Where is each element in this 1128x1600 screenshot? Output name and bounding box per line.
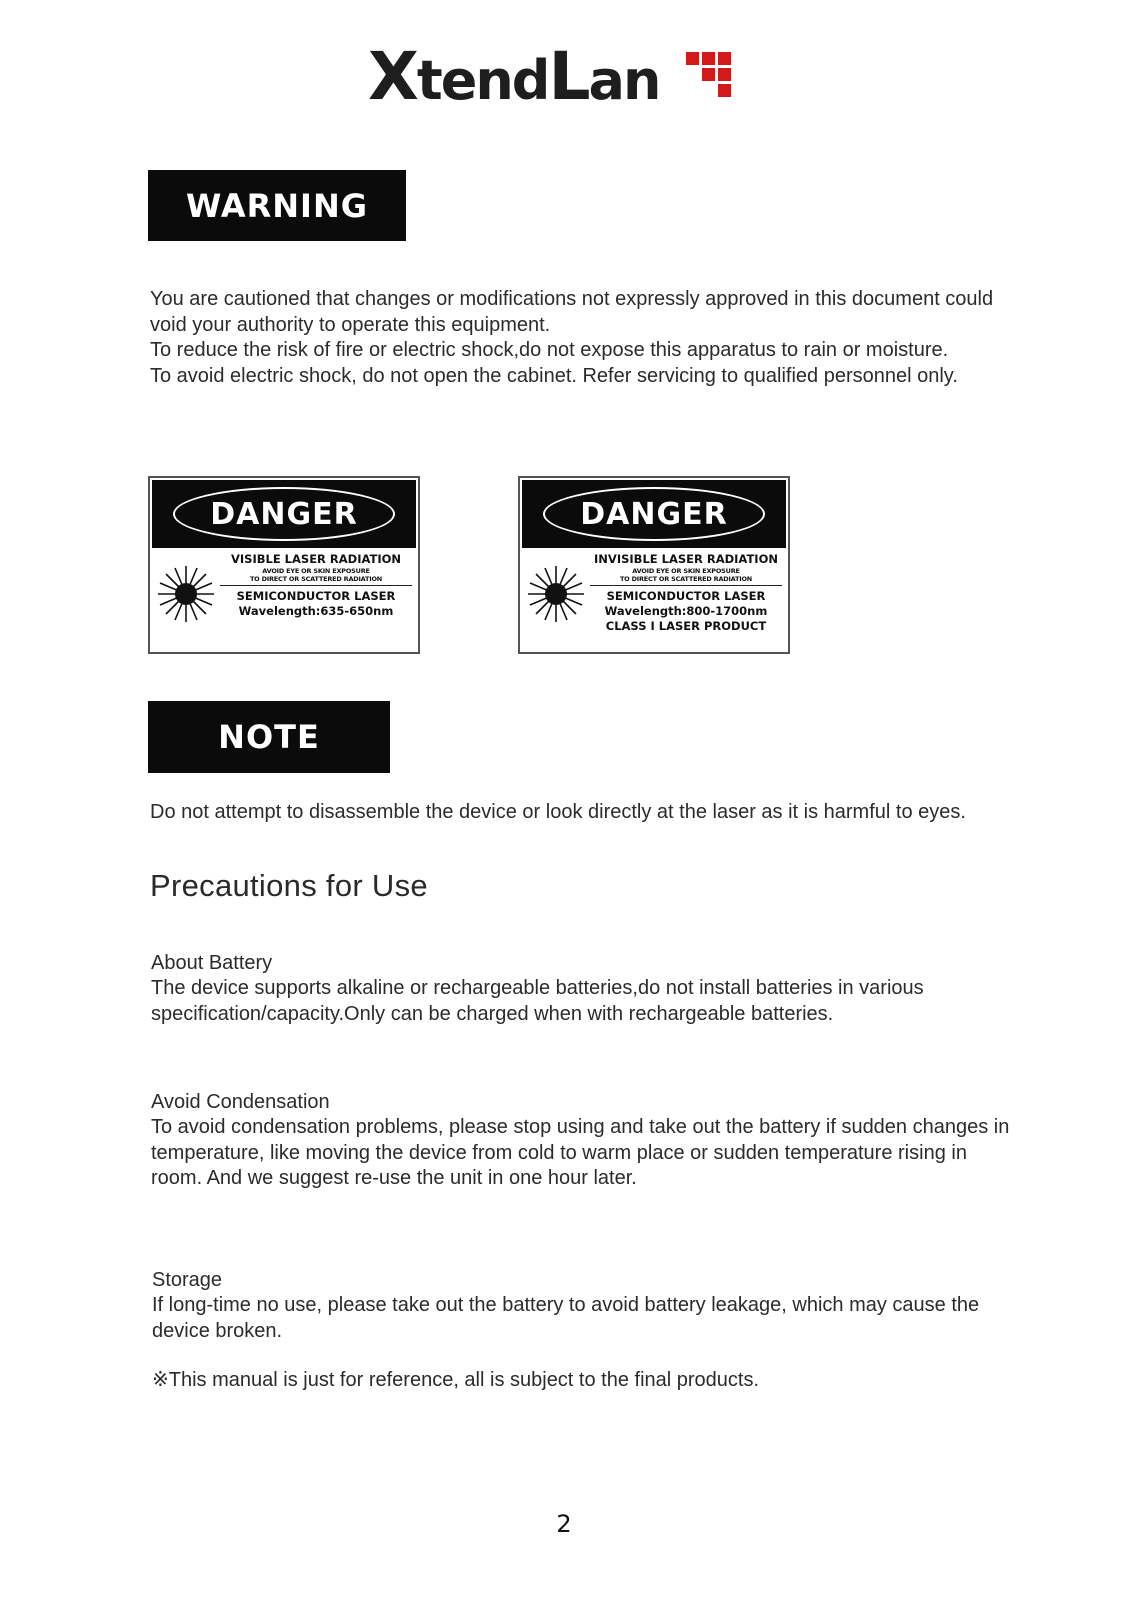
danger-label-text: INVISIBLE LASER RADIATION AVOID EYE OR SKIN EXPOSURE TO DIRECT OR SCATTERED RADIATION SEMICONDUCTOR LASER Wavelength:800-1700nm CLASS I LASER PRODUCT: [590, 552, 782, 634]
danger-label-invisible: [518, 476, 790, 654]
xtendlan-logo: [368, 38, 768, 115]
warning-paragraph: To avoid electric shock, do not open the cabinet. Refer servicing to qualified personnel only.: [150, 364, 958, 387]
condensation-heading: Avoid Condensation: [151, 1091, 330, 1113]
precautions-title: Precautions for Use: [150, 868, 428, 903]
divider: [590, 585, 782, 586]
note-heading: NOTE: [148, 701, 390, 773]
laser-starburst-icon: [156, 564, 216, 624]
laser-starburst-icon: [526, 564, 586, 624]
warning-paragraph: To reduce the risk of fire or electric shock,do not expose this apparatus to rain or moisture.: [150, 339, 949, 361]
danger-title: DANGER: [543, 487, 765, 541]
page-number: 2: [556, 1510, 572, 1538]
divider: [220, 585, 412, 586]
danger-header: [152, 480, 416, 548]
reference-note: ※This manual is just for reference, all is subject to the final products.: [152, 1369, 760, 1391]
warning-text: [150, 287, 1010, 389]
storage-heading: Storage: [152, 1269, 223, 1291]
danger-label-visible: [148, 476, 420, 654]
danger-title: DANGER: [173, 487, 395, 541]
condensation-text: To avoid condensation problems, please stop using and take out the battery if sudden changes in temperature, like moving the device from cold to warm place or sudden temperature rising in room. And we suggest re-use the unit in one hour later.: [151, 1116, 1010, 1189]
battery-text: The device supports alkaline or rechargeable batteries,do not install batteries in various specification/capacity.Only can be charged when with rechargeable batteries.: [151, 977, 924, 1025]
storage-text: If long-time no use, please take out the battery to avoid battery leakage, which may cause the device broken.: [152, 1294, 980, 1342]
logo-wordmark: XtendLan: [368, 38, 660, 115]
note-text: Do not attempt to disassemble the device or look directly at the laser as it is harmful to eyes.: [150, 801, 966, 823]
warning-paragraph: You are cautioned that changes or modifications not expressly approved in this document could void your authority to operate this equipment.: [150, 288, 994, 336]
logo-red-squares-icon: [686, 52, 766, 98]
danger-header: [522, 480, 786, 548]
warning-heading: WARNING: [148, 170, 406, 241]
battery-heading: About Battery: [151, 952, 273, 974]
danger-label-text: VISIBLE LASER RADIATION AVOID EYE OR SKIN EXPOSURE TO DIRECT OR SCATTERED RADIATION SEMICONDUCTOR LASER Wavelength:635-650nm: [220, 552, 412, 619]
